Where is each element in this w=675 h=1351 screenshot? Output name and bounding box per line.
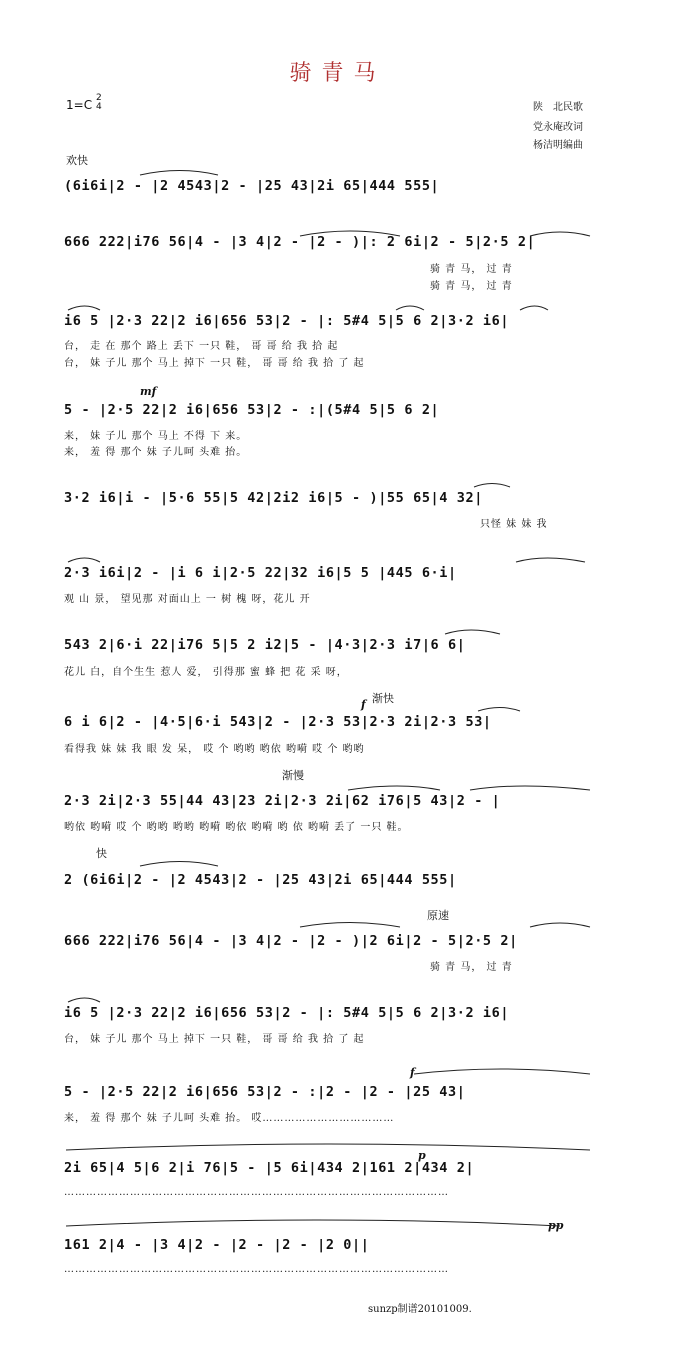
lyric-line-4a: 来， 妹 子儿 那个 马上 不得 下 来。: [64, 431, 248, 442]
time-signature: [96, 94, 102, 112]
notation-line-15: 161 2|4 - |3 4|2 - |2 - |2 - |2 0||: [64, 1237, 370, 1253]
tempo-fast: 快: [96, 847, 107, 860]
slur: [66, 1144, 590, 1150]
slur: [470, 786, 590, 790]
notation-line-8: 6 i 6|2 - |4·5|6·i 543|2 - |2·3 53|2·3 2i|2·3 53|: [64, 714, 492, 730]
lyric-line-2a: 骑 青 马， 过 青: [430, 264, 513, 275]
song-title: 骑青马: [289, 61, 386, 86]
lyric-line-11: 骑 青 马， 过 青: [430, 962, 513, 973]
notation-line-2: 666 222|i76 56|4 - |3 4|2 - |2 - )|: 2 6i|2 - 5|2·5 2|: [64, 234, 536, 250]
lyric-line-3a: 台， 走 在 那个 路上 丢下 一只 鞋， 哥 哥 给 我 拾 起: [64, 341, 339, 352]
dynamic-mf: mf: [140, 385, 157, 398]
dynamic-p: p: [418, 1149, 426, 1162]
notation-line-9: 2·3 2i|2·3 55|44 43|23 2i|2·3 2i|62 i76|5 43|2 - |: [64, 793, 501, 809]
lyric-line-4b: 来， 羞 得 那个 妹 子儿呵 头难 抬。: [64, 447, 248, 458]
credit-arranger: 杨洁明编曲: [533, 140, 583, 151]
notation-line-11: 666 222|i76 56|4 - |3 4|2 - |2 - )|2 6i|2 - 5|2·5 2|: [64, 933, 518, 949]
slur: [530, 923, 590, 927]
notation-line-5: 3·2 i6|i - |5·6 55|5 42|2i2 i6|5 - )|55 65|4 32|: [64, 490, 483, 506]
slur: [516, 558, 585, 562]
lyric-line-8: 看得我 妹 妹 我 眼 发 呆， 哎 个 哟哟 哟依 哟嗬 哎 个 哟哟: [64, 744, 365, 755]
footer-credit: sunzp制谱20101009.: [368, 1304, 472, 1315]
slur: [68, 306, 100, 310]
slur: [68, 558, 100, 562]
key-signature: 1=C: [66, 98, 93, 112]
lyric-line-13: 来， 羞 得 那个 妹 子儿呵 头难 抬。 哎………………………………: [64, 1113, 395, 1124]
notation-line-1: (6i6i|2 - |2 4543|2 - |25 43|2i 65|444 555|: [64, 178, 440, 194]
notation-line-12: i6 5 |2·3 22|2 i6|656 53|2 - |: 5#4 5|5 6 2|3·2 i6|: [64, 1005, 510, 1021]
credit-origin: 陕 北民歌: [533, 102, 583, 113]
dynamic-pp: pp: [548, 1219, 564, 1232]
slur: [66, 1220, 560, 1226]
notation-line-4: 5 - |2·5 22|2 i6|656 53|2 - :|(5#4 5|5 6 2|: [64, 402, 440, 418]
slur: [414, 1069, 590, 1074]
notation-line-14: 2i 65|4 5|6 2|i 76|5 - |5 6i|434 2|161 2|434 2|: [64, 1160, 475, 1176]
notation-line-3: i6 5 |2·3 22|2 i6|656 53|2 - |: 5#4 5|5 6 2|3·2 i6|: [64, 313, 510, 329]
lyric-line-14: ……………………………………………………………………………………………: [64, 1187, 449, 1198]
lyric-line-12: 台， 妹 子儿 那个 马上 掉下 一只 鞋， 哥 哥 给 我 拾 了 起: [64, 1034, 365, 1045]
lyric-line-6: 观 山 景， 望见那 对面山上 一 树 槐 呀，花儿 开: [64, 594, 311, 605]
credit-lyricist: 党永庵改词: [533, 122, 583, 133]
slur: [478, 708, 520, 712]
notation-line-13: 5 - |2·5 22|2 i6|656 53|2 - :|2 - |2 - |25 43|: [64, 1084, 466, 1100]
tempo-accel: 渐快: [372, 692, 394, 705]
slur: [140, 171, 218, 176]
lyric-line-3b: 台， 妹 子儿 那个 马上 掉下 一只 鞋， 哥 哥 给 我 拾 了 起: [64, 358, 365, 369]
lyric-line-5: 只怪 妹 妹 我: [480, 519, 548, 530]
notation-line-10: 2 (6i6i|2 - |2 4543|2 - |25 43|2i 65|444 555|: [64, 872, 457, 888]
slur: [140, 862, 218, 867]
slur: [474, 484, 510, 488]
tempo-rit: 渐慢: [282, 769, 304, 782]
tempo-a-tempo: 原速: [427, 909, 449, 922]
slur: [348, 786, 440, 790]
lyric-line-7: 花儿 白，自个生生 惹人 爱， 引得那 蜜 蜂 把 花 采 呀，: [64, 667, 348, 678]
notation-line-7: 543 2|6·i 22|i76 5|5 2 i2|5 - |4·3|2·3 i7|6 6|: [64, 637, 466, 653]
slur: [68, 998, 100, 1002]
tempo-start: 欢快: [66, 154, 88, 167]
lyric-line-15: ……………………………………………………………………………………………: [64, 1264, 449, 1275]
lyric-line-9: 哟依 哟嗬 哎 个 哟哟 哟哟 哟嗬 哟依 哟嗬 哟 依 哟嗬 丢了 一只 鞋。: [64, 822, 409, 833]
dynamic-f-coda: f: [410, 1066, 415, 1079]
slur: [445, 630, 500, 634]
slur: [300, 923, 400, 928]
lyric-line-2b: 骑 青 马， 过 青: [430, 281, 513, 292]
time-signature-top: 2: [96, 93, 102, 103]
time-signature-bottom: 4: [96, 102, 102, 112]
slur: [396, 306, 424, 310]
notation-line-6: 2·3 i6i|2 - |i 6 i|2·5 22|32 i6|5 5 |445 6·i|: [64, 565, 457, 581]
slur: [520, 306, 548, 310]
dynamic-f: f: [361, 698, 366, 711]
